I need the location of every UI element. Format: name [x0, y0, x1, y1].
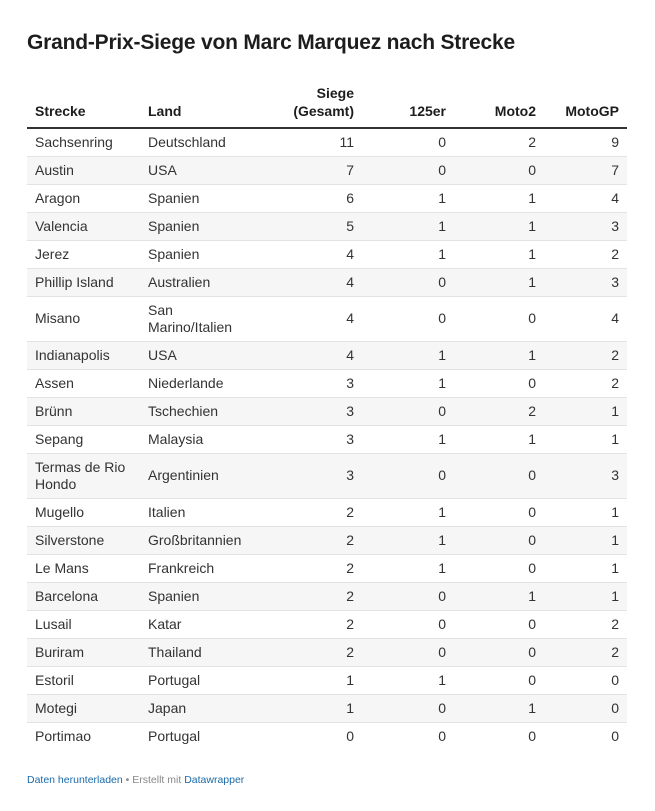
cell-land: Deutschland: [140, 128, 253, 156]
footer: [27, 774, 244, 786]
cell-moto2: 0: [454, 498, 544, 526]
cell-motogp: 1: [544, 582, 627, 610]
table-row: [27, 341, 627, 369]
cell-motogp: 2: [544, 610, 627, 638]
cell-land: Spanien: [140, 184, 253, 212]
cell-strecke: Aragon: [27, 184, 140, 212]
chart-title: Grand-Prix-Siege von Marc Marquez nach Strecke: [27, 31, 515, 54]
cell-strecke: Portimao: [35, 727, 92, 744]
table-row: [27, 554, 627, 582]
cell-moto2: 1: [454, 268, 544, 296]
cell-siege-gesamt: 5: [253, 212, 362, 240]
table-row: [27, 694, 627, 722]
cell-siege-gesamt: 4: [253, 268, 362, 296]
cell-strecke: Brünn: [27, 397, 140, 425]
cell-motogp: 2: [544, 341, 627, 369]
cell-strecke: Assen: [27, 369, 140, 397]
cell-strecke: Lusail: [27, 610, 140, 638]
cell-land: Italien: [140, 498, 253, 526]
cell-moto2: 0: [454, 453, 544, 498]
cell-siege-gesamt: 4: [253, 240, 362, 268]
table-row: [27, 212, 627, 240]
table-row: [27, 128, 627, 156]
cell-strecke: Estoril: [27, 666, 140, 694]
cell-motogp: 0: [544, 694, 627, 722]
cell-strecke: Motegi: [27, 694, 140, 722]
cell-motogp: 1: [544, 554, 627, 582]
cell-125er: 0: [362, 397, 454, 425]
table-row: [27, 526, 627, 554]
cell-siege-gesamt: 0: [346, 727, 354, 744]
table-body: [27, 128, 627, 750]
cell-land: Frankreich: [140, 554, 253, 582]
cell-strecke: Sepang: [27, 425, 140, 453]
cell-land: Großbritannien: [140, 526, 253, 554]
table-row: [27, 498, 627, 526]
cell-125er: 0: [362, 610, 454, 638]
cell-125er: 0: [362, 582, 454, 610]
cell-motogp: 7: [544, 156, 627, 184]
table-row: [27, 184, 627, 212]
cell-125er: 0: [362, 296, 454, 341]
cell-siege-gesamt: 2: [253, 638, 362, 666]
cell-motogp: 0: [611, 727, 619, 744]
cell-strecke: Valencia: [27, 212, 140, 240]
cell-125er: 1: [362, 526, 454, 554]
cell-125er: 1: [362, 498, 454, 526]
cell-strecke: Termas de Rio Hondo: [27, 453, 140, 498]
cell-motogp: 1: [544, 498, 627, 526]
cell-siege-gesamt: 1: [253, 694, 362, 722]
cell-125er: 1: [362, 341, 454, 369]
table-row: [27, 397, 627, 425]
cell-125er: 0: [362, 453, 454, 498]
download-data-link[interactable]: Daten herunterladen: [27, 774, 123, 786]
cell-moto2: 1: [454, 425, 544, 453]
table-row: [27, 666, 627, 694]
cell-land: Niederlande: [140, 369, 253, 397]
cell-strecke: Silverstone: [27, 526, 140, 554]
cell-land: Spanien: [140, 212, 253, 240]
table-row: [27, 369, 627, 397]
cell-moto2: 1: [454, 582, 544, 610]
cell-motogp: 2: [544, 638, 627, 666]
cell-motogp: 1: [544, 526, 627, 554]
cell-land: Thailand: [140, 638, 253, 666]
cell-land: USA: [140, 341, 253, 369]
cell-land: Spanien: [140, 582, 253, 610]
cell-land: Argentinien: [140, 453, 253, 498]
cell-strecke: Barcelona: [27, 582, 140, 610]
footer-separator-text: • Erstellt mit: [122, 774, 185, 786]
cell-moto2: 0: [454, 554, 544, 582]
cell-siege-gesamt: 3: [253, 425, 362, 453]
cell-motogp: 3: [544, 212, 627, 240]
table-row: [27, 722, 627, 750]
cell-125er: 0: [438, 727, 446, 744]
cell-moto2: 0: [454, 526, 544, 554]
cell-siege-gesamt: 11: [253, 128, 362, 156]
cell-strecke: Sachsenring: [27, 128, 140, 156]
cell-land: Tschechien: [140, 397, 253, 425]
cell-siege-gesamt: 4: [253, 341, 362, 369]
table-row: [27, 240, 627, 268]
cell-siege-gesamt: 3: [253, 369, 362, 397]
cell-siege-gesamt: 2: [253, 610, 362, 638]
cell-strecke: Mugello: [27, 498, 140, 526]
cell-moto2: 2: [454, 397, 544, 425]
cell-motogp: 3: [544, 268, 627, 296]
cell-strecke: Le Mans: [27, 554, 140, 582]
cell-siege-gesamt: 3: [253, 397, 362, 425]
cell-moto2: 0: [454, 666, 544, 694]
wins-table: [27, 84, 627, 750]
cell-moto2: 1: [454, 212, 544, 240]
column-header-strecke[interactable]: Strecke: [27, 84, 140, 128]
cell-strecke: Jerez: [27, 240, 140, 268]
cell-moto2: 0: [454, 638, 544, 666]
cell-motogp: 1: [544, 397, 627, 425]
table-row: [27, 425, 627, 453]
cell-motogp: 0: [544, 666, 627, 694]
table-row: [27, 296, 627, 341]
cell-125er: 1: [362, 554, 454, 582]
cell-strecke: Misano: [27, 296, 140, 341]
cell-land: Portugal: [140, 666, 253, 694]
cell-125er: 1: [362, 369, 454, 397]
cell-land: Portugal: [148, 727, 201, 744]
cell-125er: 0: [362, 694, 454, 722]
column-header-125er[interactable]: 125er: [362, 84, 454, 128]
cell-land: Spanien: [140, 240, 253, 268]
cell-siege-gesamt: 2: [253, 554, 362, 582]
cell-strecke: Austin: [27, 156, 140, 184]
table-row: [27, 268, 627, 296]
cell-125er: 1: [362, 184, 454, 212]
table-row: [27, 610, 627, 638]
column-header-siege-gesamt[interactable]: Siege (Gesamt): [253, 84, 362, 128]
cell-land: Malaysia: [140, 425, 253, 453]
cell-motogp: 3: [544, 453, 627, 498]
cell-siege-gesamt: 4: [253, 296, 362, 341]
cell-motogp: 9: [544, 128, 627, 156]
cell-motogp: 4: [544, 184, 627, 212]
cell-land: Japan: [140, 694, 253, 722]
cell-125er: 0: [362, 638, 454, 666]
column-header-moto2[interactable]: Moto2: [454, 84, 544, 128]
cell-moto2: 1: [454, 240, 544, 268]
cell-siege-gesamt: 2: [253, 582, 362, 610]
cell-125er: 0: [362, 156, 454, 184]
cell-siege-gesamt: 6: [253, 184, 362, 212]
cell-motogp: 2: [544, 369, 627, 397]
header-row: [27, 84, 627, 128]
cell-motogp: 1: [544, 425, 627, 453]
column-header-motogp[interactable]: MotoGP: [544, 84, 627, 128]
cell-125er: 1: [362, 240, 454, 268]
cell-land: Katar: [140, 610, 253, 638]
cell-moto2: 1: [454, 694, 544, 722]
cell-siege-gesamt: 1: [253, 666, 362, 694]
cell-moto2: 0: [528, 727, 536, 744]
cell-land: San Marino/Italien: [140, 296, 253, 341]
cell-125er: 1: [362, 425, 454, 453]
cell-siege-gesamt: 3: [253, 453, 362, 498]
cell-land: Australien: [140, 268, 253, 296]
cell-motogp: 2: [544, 240, 627, 268]
cell-moto2: 0: [454, 296, 544, 341]
cell-land: USA: [140, 156, 253, 184]
table-row: [27, 453, 627, 498]
cell-125er: 1: [362, 212, 454, 240]
datawrapper-link[interactable]: Datawrapper: [184, 774, 245, 786]
cell-125er: 1: [362, 666, 454, 694]
cell-motogp: 4: [544, 296, 627, 341]
cell-strecke: Phillip Island: [27, 268, 140, 296]
cell-siege-gesamt: 7: [253, 156, 362, 184]
cell-125er: 0: [362, 268, 454, 296]
cell-moto2: 0: [454, 156, 544, 184]
cell-moto2: 0: [454, 610, 544, 638]
column-header-land[interactable]: Land: [140, 84, 253, 128]
cell-strecke: Buriram: [27, 638, 140, 666]
cell-125er: 0: [362, 128, 454, 156]
table-row: [27, 156, 627, 184]
cell-strecke: Indianapolis: [27, 341, 140, 369]
cell-moto2: 1: [454, 184, 544, 212]
table-row: [27, 638, 627, 666]
cell-moto2: 2: [454, 128, 544, 156]
cell-siege-gesamt: 2: [253, 498, 362, 526]
cell-siege-gesamt: 2: [253, 526, 362, 554]
table-row: [27, 582, 627, 610]
cell-moto2: 0: [454, 369, 544, 397]
cell-moto2: 1: [454, 341, 544, 369]
